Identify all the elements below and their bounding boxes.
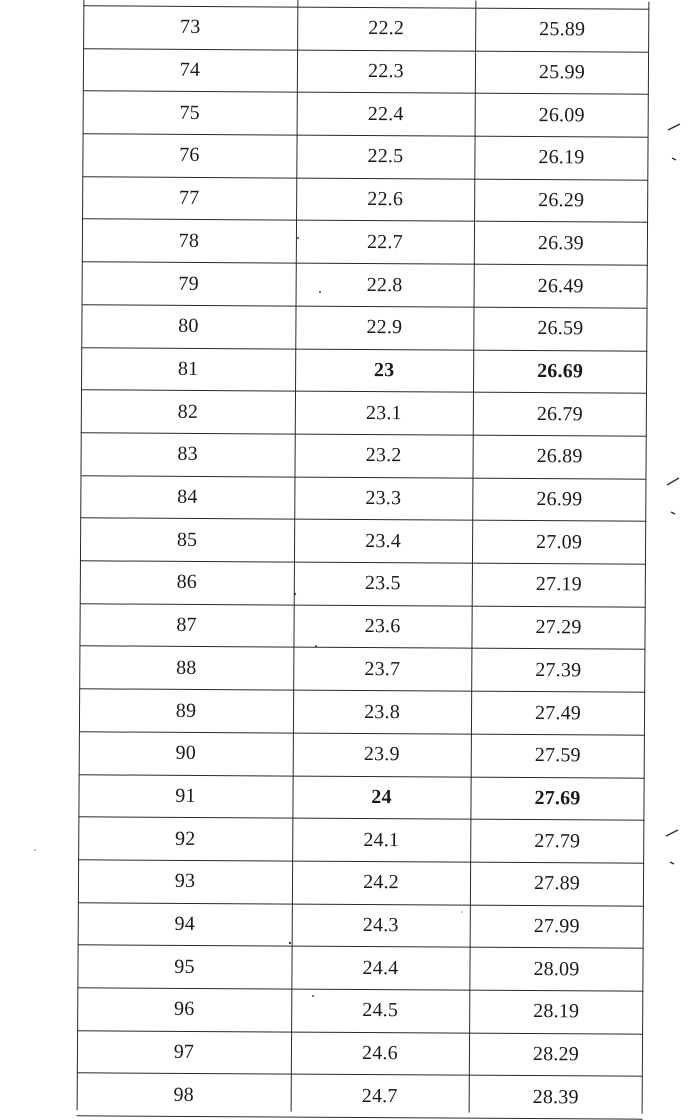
row-number-cell: 79 bbox=[178, 272, 199, 295]
margin-tick-mark bbox=[670, 862, 674, 864]
row-number-cell: 91 bbox=[175, 784, 196, 807]
speck bbox=[289, 942, 291, 944]
row-number-cell: 76 bbox=[179, 144, 200, 167]
value-a-cell: 24.4 bbox=[362, 956, 399, 979]
value-a-cell: 23.1 bbox=[365, 401, 402, 424]
value-a-cell: 24.7 bbox=[361, 1084, 398, 1108]
margin-tick-mark bbox=[666, 830, 678, 836]
value-b-cell: 27.49 bbox=[534, 701, 582, 724]
value-a-cell: 24.3 bbox=[362, 914, 399, 937]
value-a-cell: 24.6 bbox=[361, 1042, 398, 1065]
value-a-cell: 22.7 bbox=[366, 230, 403, 254]
row-number-cell: 88 bbox=[176, 656, 197, 679]
speck bbox=[34, 849, 36, 851]
row-number-cell: 94 bbox=[174, 912, 196, 936]
speck bbox=[461, 911, 463, 913]
value-a-cell: 22.5 bbox=[367, 145, 404, 168]
value-b-cell: 28.39 bbox=[532, 1085, 579, 1109]
row-number-cell: 82 bbox=[177, 400, 199, 423]
row-number-cell: 77 bbox=[178, 187, 200, 210]
row-number-cell: 87 bbox=[176, 614, 197, 637]
speck bbox=[319, 291, 321, 293]
value-b-cell: 26.09 bbox=[538, 103, 585, 127]
speck bbox=[297, 237, 299, 239]
value-a-cell: 24.2 bbox=[363, 871, 399, 894]
value-b-cell: 26.39 bbox=[537, 231, 584, 255]
value-a-cell: 23.5 bbox=[364, 572, 401, 595]
margin-tick-mark bbox=[671, 512, 675, 514]
value-b-cell: 27.89 bbox=[533, 872, 581, 895]
value-b-cell: 27.29 bbox=[535, 616, 582, 639]
value-a-cell: 22.4 bbox=[367, 102, 404, 125]
value-a-cell: 22.2 bbox=[368, 17, 405, 40]
row-number-cell: 84 bbox=[177, 485, 198, 509]
value-a-cell: 23.6 bbox=[364, 615, 401, 638]
row-number-cell: 81 bbox=[177, 357, 199, 380]
value-b-cell: 28.09 bbox=[533, 957, 580, 981]
margin-tick-mark bbox=[668, 124, 680, 130]
row-number-cell: 85 bbox=[176, 528, 198, 551]
row-number-cell: 89 bbox=[175, 699, 197, 722]
row-number-cell: 97 bbox=[173, 1040, 195, 1064]
value-b-cell: 26.79 bbox=[536, 402, 583, 425]
speck bbox=[315, 645, 317, 647]
value-b-cell: 26.59 bbox=[537, 317, 584, 340]
value-b-cell: 27.69 bbox=[534, 786, 581, 810]
value-a-cell: 23.8 bbox=[364, 700, 401, 723]
value-b-cell: 27.09 bbox=[536, 530, 583, 554]
speck bbox=[312, 995, 314, 997]
value-b-cell: 26.29 bbox=[538, 189, 585, 212]
value-a-cell: 22.3 bbox=[367, 60, 404, 83]
value-a-cell: 23.4 bbox=[365, 529, 402, 552]
row-number-cell: 83 bbox=[177, 443, 198, 466]
value-b-cell: 26.69 bbox=[537, 359, 584, 383]
value-a-cell: 22.9 bbox=[366, 316, 403, 339]
value-b-cell: 27.59 bbox=[534, 744, 581, 767]
value-a-cell: 24 bbox=[371, 785, 392, 809]
value-a-cell: 24.1 bbox=[363, 828, 400, 851]
value-b-cell: 25.99 bbox=[538, 61, 586, 84]
margin-tick-mark bbox=[672, 158, 676, 160]
row-number-cell: 86 bbox=[176, 571, 198, 594]
margin-tick-mark bbox=[667, 478, 679, 485]
value-b-cell: 28.29 bbox=[532, 1043, 580, 1066]
value-a-cell: 23.7 bbox=[364, 657, 401, 681]
value-b-cell: 26.19 bbox=[538, 146, 585, 169]
value-b-cell: 26.99 bbox=[536, 488, 583, 511]
value-a-cell: 23 bbox=[373, 359, 395, 382]
row-number-cell: 75 bbox=[179, 101, 200, 124]
value-b-cell: 27.79 bbox=[534, 829, 581, 852]
row-number-cell: 73 bbox=[179, 16, 201, 39]
value-a-cell: 22.8 bbox=[366, 273, 403, 296]
value-a-cell: 23.9 bbox=[363, 743, 400, 766]
value-a-cell: 23.2 bbox=[365, 444, 402, 467]
speck bbox=[294, 593, 296, 595]
value-b-cell: 27.39 bbox=[535, 658, 582, 682]
row-number-cell: 93 bbox=[174, 870, 196, 893]
row-number-cell: 78 bbox=[178, 229, 200, 252]
row-number-cell: 98 bbox=[173, 1083, 194, 1106]
row-number-cell: 95 bbox=[174, 955, 195, 978]
row-number-cell: 74 bbox=[179, 58, 201, 82]
value-b-cell: 26.89 bbox=[536, 445, 583, 468]
value-a-cell: 23.3 bbox=[365, 487, 402, 510]
row-number-cell: 92 bbox=[175, 827, 196, 850]
row-number-cell: 90 bbox=[175, 742, 197, 765]
row-number-cell: 96 bbox=[173, 998, 195, 1021]
value-b-cell: 26.49 bbox=[537, 274, 584, 297]
value-a-cell: 22.6 bbox=[367, 188, 404, 211]
value-b-cell: 27.99 bbox=[533, 915, 580, 938]
value-b-cell: 27.19 bbox=[535, 573, 582, 596]
row-number-cell: 80 bbox=[178, 315, 199, 338]
value-b-cell: 28.19 bbox=[533, 1000, 580, 1023]
value-a-cell: 24.5 bbox=[362, 999, 399, 1022]
value-b-cell: 25.89 bbox=[539, 18, 586, 41]
